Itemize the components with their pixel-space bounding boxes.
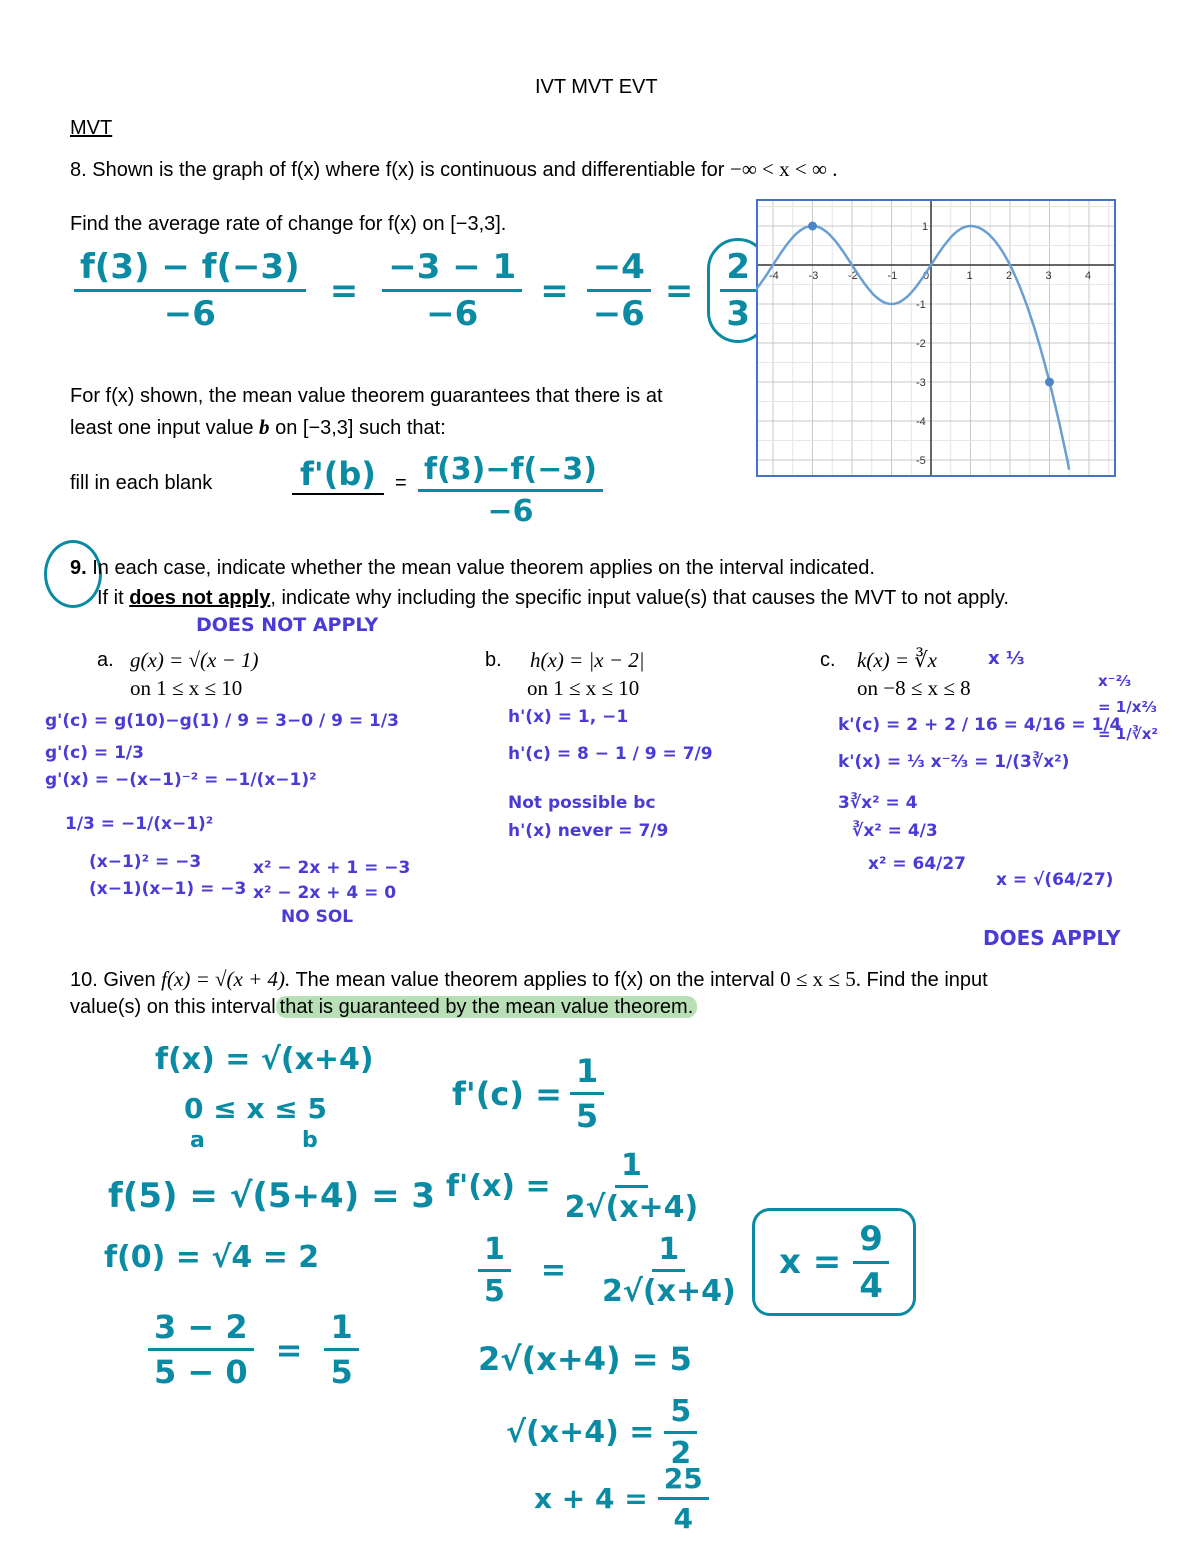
q10-m1-frac (570, 1052, 604, 1135)
q10-m3-eq: = (540, 1253, 567, 1288)
y-tick-label: -4 (916, 416, 926, 428)
q10-text-a: 10. Given (70, 969, 162, 991)
q8-mvt-line2a: least one input value (70, 417, 260, 439)
q9b-label: b. (485, 649, 502, 671)
q9b-line-1: h'(x) = 1, −1 (508, 707, 629, 727)
x-tick-label: 4 (1085, 270, 1092, 282)
q10-m6-num: 25 (658, 1462, 709, 1500)
q8-blank-left: f'(b) (292, 455, 384, 495)
q10-m6-den: 4 (673, 1502, 693, 1535)
q9a-work-right (253, 856, 410, 930)
q8-domain: −∞ < x < ∞ . (729, 157, 838, 181)
q10-answer-box (752, 1208, 916, 1316)
q9a-line-4: 1/3 = −1/(x−1)² (65, 814, 214, 835)
q9a-verdict: DOES NOT APPLY (196, 614, 379, 636)
q8-fill-equals: = (395, 472, 407, 494)
q8-blank-num: f(3)−f(−3) (418, 452, 603, 492)
q10-m3-rden: 2√(x+4) (602, 1274, 736, 1309)
x-tick-label: -4 (769, 270, 779, 282)
q8-mvt-b: b (259, 415, 270, 439)
y-tick-label: -1 (916, 299, 926, 311)
q9a-right-3: NO SOL (281, 907, 354, 928)
y-tick-label: 1 (922, 221, 929, 233)
section-heading-text: MVT (70, 117, 113, 139)
q9c-side-2: = 1/x⅔ (1098, 698, 1157, 717)
q8-frac-2 (382, 247, 522, 334)
q9c-line-1: k'(c) = 2 + 2 / 16 = 4/16 = 1/4 (838, 715, 1122, 735)
q10-highlight: that is guaranteed by the mean value theorem. (276, 996, 698, 1018)
q10-m6-frac (658, 1462, 709, 1535)
q9a-interval: on 1 ≤ x ≤ 10 (130, 676, 243, 700)
q8-num-1: f(3) − f(−3) (74, 247, 306, 292)
q9-line1-text: In each case, indicate whether the mean value theorem applies on the interval indicated. (86, 557, 875, 579)
q10-m6-left: x + 4 = (534, 1482, 648, 1515)
q9a-function: g(x) = √(x − 1) (130, 648, 259, 672)
q9b-function: h(x) = |x − 2| (530, 648, 645, 672)
q9a-line-2: g'(c) = 1/3 (45, 743, 144, 764)
page-title: IVT MVT EVT (535, 76, 658, 98)
q10-answer-num: 9 (853, 1219, 889, 1264)
q9b-work (508, 704, 713, 845)
q10-work-l5: f(0) = √4 = 2 (104, 1240, 320, 1275)
q10-m3-rnum: 1 (652, 1232, 685, 1272)
q9b-line-2: h'(c) = 8 − 1 / 9 = 7/9 (508, 744, 713, 765)
q9c-line-2: k'(x) = ⅓ x⁻⅔ = 1/(3∛x²) (838, 752, 1070, 773)
q10-answer-frac (853, 1219, 889, 1306)
q8-answer-num: 2 (720, 247, 756, 292)
q10-m1-num: 1 (570, 1052, 604, 1095)
q10-m2-left: f'(x) = (446, 1169, 551, 1204)
q8-num-3: −4 (587, 247, 651, 292)
q9c-verdict: DOES APPLY (983, 926, 1121, 950)
q9-number: 9. (70, 557, 87, 579)
q10-work-l1: f(x) = √(x+4) (155, 1042, 374, 1077)
q10-interval: 0 ≤ x ≤ 5. (780, 967, 861, 991)
q8-eq-2: = (540, 270, 569, 311)
q9c-line-5: x² = 64/27 (868, 853, 967, 874)
q10-m1-den: 5 (575, 1097, 599, 1135)
q9c-top-note: x ⅓ (988, 648, 1025, 669)
point-x-neg3 (808, 222, 817, 231)
q10-answer-den: 4 (859, 1265, 883, 1306)
q10-m3-lden: 5 (484, 1274, 505, 1309)
function-graph (756, 199, 1116, 477)
q10-m2-num: 1 (615, 1148, 648, 1188)
x-tick-label: 3 (1045, 270, 1052, 282)
q8-blank-den: −6 (487, 494, 534, 529)
q9a-right-1: x² − 2x + 1 = −3 (253, 858, 411, 878)
q9c-solution: x = √(64/27) (996, 870, 1114, 890)
q8-num-2: −3 − 1 (382, 247, 522, 292)
q9a-line-1: g'(c) = g(10)−g(1) / 9 = 3−0 / 9 = 1/3 (45, 711, 399, 731)
q9-prompt-line2 (97, 587, 1009, 610)
section-heading (70, 117, 112, 140)
q8-blank-frac (418, 452, 603, 529)
q10-m3-lnum: 1 (478, 1232, 511, 1272)
x-tick-label: -2 (848, 270, 858, 282)
q10-text-d: value(s) on this interval (70, 996, 276, 1018)
q10-m3 (478, 1232, 742, 1309)
y-tick-label: -3 (916, 377, 926, 389)
q10-m4: 2√(x+4) = 5 (478, 1340, 692, 1378)
q8-prompt-text: 8. Shown is the graph of f(x) where f(x) is continuous and differentiable for (70, 159, 730, 181)
q10-diff-result (324, 1308, 358, 1391)
q9c-interval: on −8 ≤ x ≤ 8 (857, 676, 971, 700)
q8-frac-1 (74, 247, 306, 334)
q8-frac-3 (587, 247, 651, 334)
q9b-line-3: Not possible bc (508, 793, 656, 814)
q10-diff-den: 5 − 0 (154, 1353, 248, 1391)
q10-m1 (452, 1052, 604, 1135)
q9c-line-3: 3∛x² = 4 (838, 793, 918, 814)
q8-mvt-line1: For f(x) shown, the mean value theorem guarantees that there is at (70, 385, 663, 407)
q8-eq-3: = (664, 270, 694, 311)
q9b-line-4: h'(x) never = 7/9 (508, 820, 669, 841)
x-tick-label: -3 (808, 270, 819, 282)
x-tick-label: 2 (1006, 270, 1013, 282)
q10-m3-left-frac (478, 1232, 511, 1309)
q9-prompt-line1 (70, 557, 875, 580)
q9-line2a: If it (97, 587, 130, 609)
q9a-line-6: (x−1)(x−1) = −3 (89, 878, 247, 899)
y-tick-label: -2 (916, 338, 926, 350)
y-tick-label: -5 (916, 455, 926, 467)
q8-find: Find the average rate of change for f(x) on [−3,3]. (70, 213, 507, 235)
q8-den-3: −6 (592, 294, 645, 334)
q10-m2 (446, 1148, 704, 1225)
q10-work-l6 (148, 1308, 359, 1391)
q10-work-b: b (302, 1128, 318, 1153)
q8-eq-1: = (329, 270, 359, 311)
q9c-side-3: = 1/∛x² (1098, 724, 1158, 743)
q10-diff-rnum: 1 (324, 1308, 358, 1351)
q8-fill-label: fill in each blank (70, 472, 213, 494)
q9c-work (838, 712, 1121, 878)
q8-mvt-line2b: on [−3,3] such that: (269, 417, 446, 439)
q10-m6 (534, 1462, 709, 1535)
q10-diff-eq: = (275, 1330, 303, 1369)
q10-text-c: Find the input (860, 969, 988, 991)
q10-m5-num: 5 (664, 1394, 697, 1434)
q9-line2-underlined: does not apply (129, 587, 271, 609)
q8-prompt (70, 157, 837, 182)
q9c-function: k(x) = ∛x (857, 648, 938, 672)
q10-m5 (506, 1394, 697, 1471)
q8-den-2: −6 (426, 294, 479, 334)
q10-diff-rden: 5 (330, 1353, 353, 1391)
q9a-line-5: (x−1)² = −3 (89, 852, 202, 873)
q10-prompt-line1 (70, 967, 988, 992)
q8-den-1: −6 (163, 294, 216, 334)
q9c-side-1: x⁻⅔ (1098, 672, 1132, 690)
x-tick-label: 0 (923, 270, 930, 282)
q10-m3-right-frac (596, 1232, 742, 1309)
q10-m5-den: 2 (670, 1436, 692, 1471)
q10-work-a: a (190, 1128, 205, 1153)
q10-work-l2: 0 ≤ x ≤ 5 (184, 1092, 327, 1125)
x-tick-label: -1 (887, 270, 898, 282)
x-tick-label: 1 (966, 270, 973, 282)
q9c-label: c. (820, 649, 836, 671)
q9a-label: a. (97, 649, 114, 671)
q8-work (74, 238, 769, 343)
point-x-3 (1045, 378, 1054, 387)
q10-m5-left: √(x+4) = (506, 1415, 655, 1450)
q10-m5-frac (664, 1394, 697, 1471)
q9c-line-4: ∛x² = 4/3 (852, 820, 938, 841)
q10-prompt-line2 (70, 996, 697, 1019)
q10-m1-left: f'(c) = (452, 1074, 562, 1113)
q10-work-l4: f(5) = √(5+4) = 3 (108, 1176, 436, 1216)
q10-answer-left: x = (779, 1242, 842, 1282)
q10-m2-frac (559, 1148, 705, 1225)
q10-diff-num: 3 − 2 (148, 1308, 254, 1351)
q10-m2-den: 2√(x+4) (564, 1190, 699, 1225)
q10-diff-quotient (148, 1308, 254, 1391)
q8-mvt-line2 (70, 415, 446, 440)
q8-blank-right (418, 452, 603, 529)
q10-text-b: The mean value theorem applies to f(x) on the interval (290, 969, 781, 991)
q9a-line-3: g'(x) = −(x−1)⁻² = −1/(x−1)² (45, 769, 317, 790)
q9a-right-2: x² − 2x + 4 = 0 (253, 882, 397, 903)
q8-answer-den: 3 (726, 294, 751, 334)
q9b-interval: on 1 ≤ x ≤ 10 (527, 676, 640, 700)
q9-line2b: , indicate why including the specific input value(s) that causes the MVT to not apply. (270, 587, 1009, 609)
q10-function: f(x) = √(x + 4). (161, 967, 291, 991)
